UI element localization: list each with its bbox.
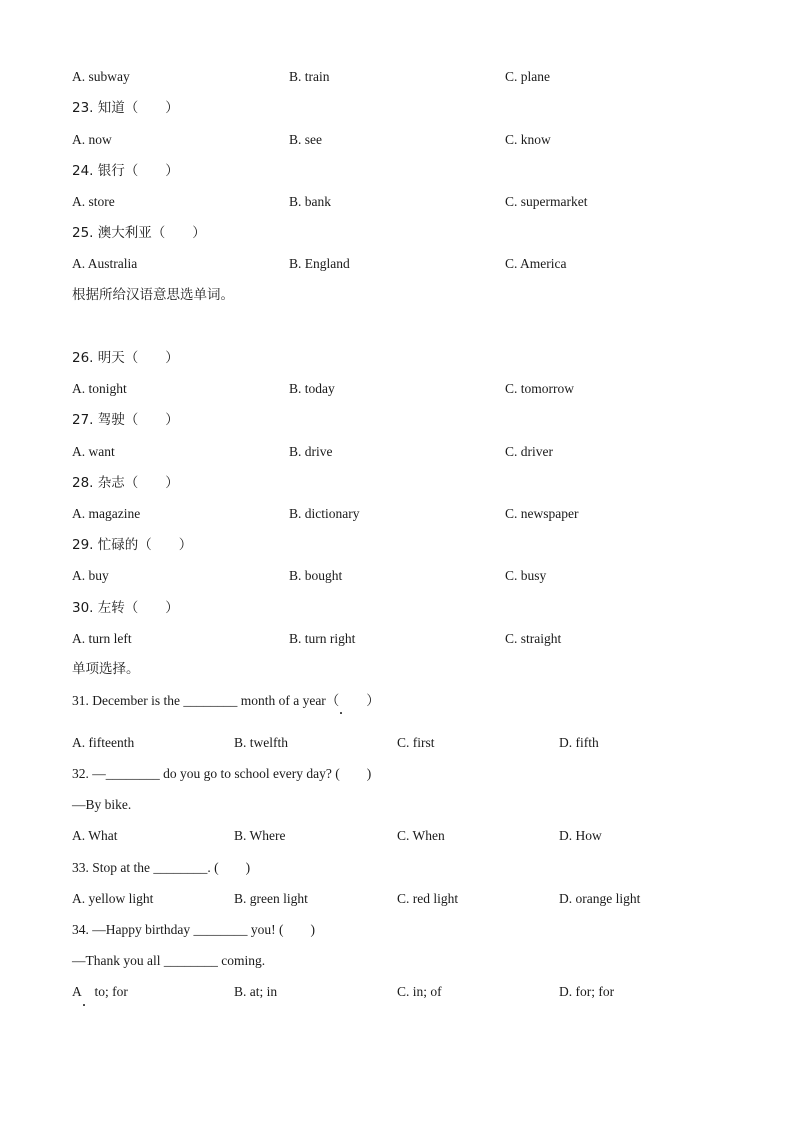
q34-option-d[interactable]: D. for; for (559, 984, 615, 999)
q22-option-c[interactable]: C. plane (505, 69, 550, 84)
question-23: 23. 知道（ ） (72, 100, 179, 116)
q33-option-d[interactable]: D. orange light (559, 891, 641, 906)
q23-option-b[interactable]: B. see (289, 132, 322, 147)
q32-option-d[interactable]: D. How (559, 828, 602, 843)
question-34-reply: —Thank you all ________ coming. (72, 953, 266, 968)
question-29: 29. 忙碌的（ ） (72, 537, 193, 553)
q30-option-b[interactable]: B. turn right (289, 631, 356, 646)
q27-option-c[interactable]: C. driver (505, 444, 553, 459)
q28-option-c[interactable]: C. newspaper (505, 506, 579, 521)
q32-option-c[interactable]: C. When (397, 828, 445, 843)
q34-option-b[interactable]: B. at; in (234, 984, 278, 999)
q23-option-a[interactable]: A. now (72, 132, 112, 147)
q31-option-b[interactable]: B. twelfth (234, 735, 288, 750)
q29-option-c[interactable]: C. busy (505, 568, 547, 583)
q34-option-c[interactable]: C. in; of (397, 984, 442, 999)
question-27: 27. 驾驶（ ） (72, 412, 179, 428)
q31-option-d[interactable]: D. fifth (559, 735, 599, 750)
section-heading-vocab: 根据所给汉语意思选单词。 (72, 287, 234, 303)
q26-option-a[interactable]: A. tonight (72, 381, 127, 396)
stray-dot (83, 1004, 85, 1006)
q28-option-b[interactable]: B. dictionary (289, 506, 360, 521)
q22-option-a[interactable]: A. subway (72, 69, 130, 84)
q32-option-b[interactable]: B. Where (234, 828, 286, 843)
q26-option-c[interactable]: C. tomorrow (505, 381, 574, 396)
q26-option-b[interactable]: B. today (289, 381, 335, 396)
question-31: 31. December is the ________ month of a year（ ） (72, 693, 380, 708)
q27-option-b[interactable]: B. drive (289, 444, 333, 459)
q24-option-c[interactable]: C. supermarket (505, 194, 588, 209)
q25-option-a[interactable]: A. Australia (72, 256, 138, 271)
stray-dot (340, 712, 342, 714)
question-26: 26. 明天（ ） (72, 350, 179, 366)
question-28: 28. 杂志（ ） (72, 475, 179, 491)
q25-option-c[interactable]: C. America (505, 256, 567, 271)
question-30: 30. 左转（ ） (72, 600, 179, 616)
q33-option-b[interactable]: B. green light (234, 891, 308, 906)
q24-option-b[interactable]: B. bank (289, 194, 331, 209)
question-34: 34. —Happy birthday ________ you! ( ) (72, 922, 315, 937)
q32-option-a[interactable]: A. What (72, 828, 118, 843)
q31-option-c[interactable]: C. first (397, 735, 435, 750)
question-24: 24. 银行（ ） (72, 163, 179, 179)
q25-option-b[interactable]: B. England (289, 256, 350, 271)
q33-option-a[interactable]: A. yellow light (72, 891, 154, 906)
q34-option-a[interactable]: A to; for (72, 984, 128, 999)
question-25: 25. 澳大利亚（ ） (72, 225, 206, 241)
q27-option-a[interactable]: A. want (72, 444, 115, 459)
question-33: 33. Stop at the ________. ( ) (72, 860, 251, 875)
q29-option-b[interactable]: B. bought (289, 568, 343, 583)
q24-option-a[interactable]: A. store (72, 194, 115, 209)
q30-option-c[interactable]: C. straight (505, 631, 562, 646)
q30-option-a[interactable]: A. turn left (72, 631, 132, 646)
q29-option-a[interactable]: A. buy (72, 568, 109, 583)
section-heading-choice: 单项选择。 (72, 661, 140, 677)
q33-option-c[interactable]: C. red light (397, 891, 459, 906)
q28-option-a[interactable]: A. magazine (72, 506, 141, 521)
q31-option-a[interactable]: A. fifteenth (72, 735, 135, 750)
q22-option-b[interactable]: B. train (289, 69, 330, 84)
question-32-reply: —By bike. (72, 797, 132, 812)
q23-option-c[interactable]: C. know (505, 132, 551, 147)
question-32: 32. —________ do you go to school every day? ( ) (72, 766, 372, 781)
